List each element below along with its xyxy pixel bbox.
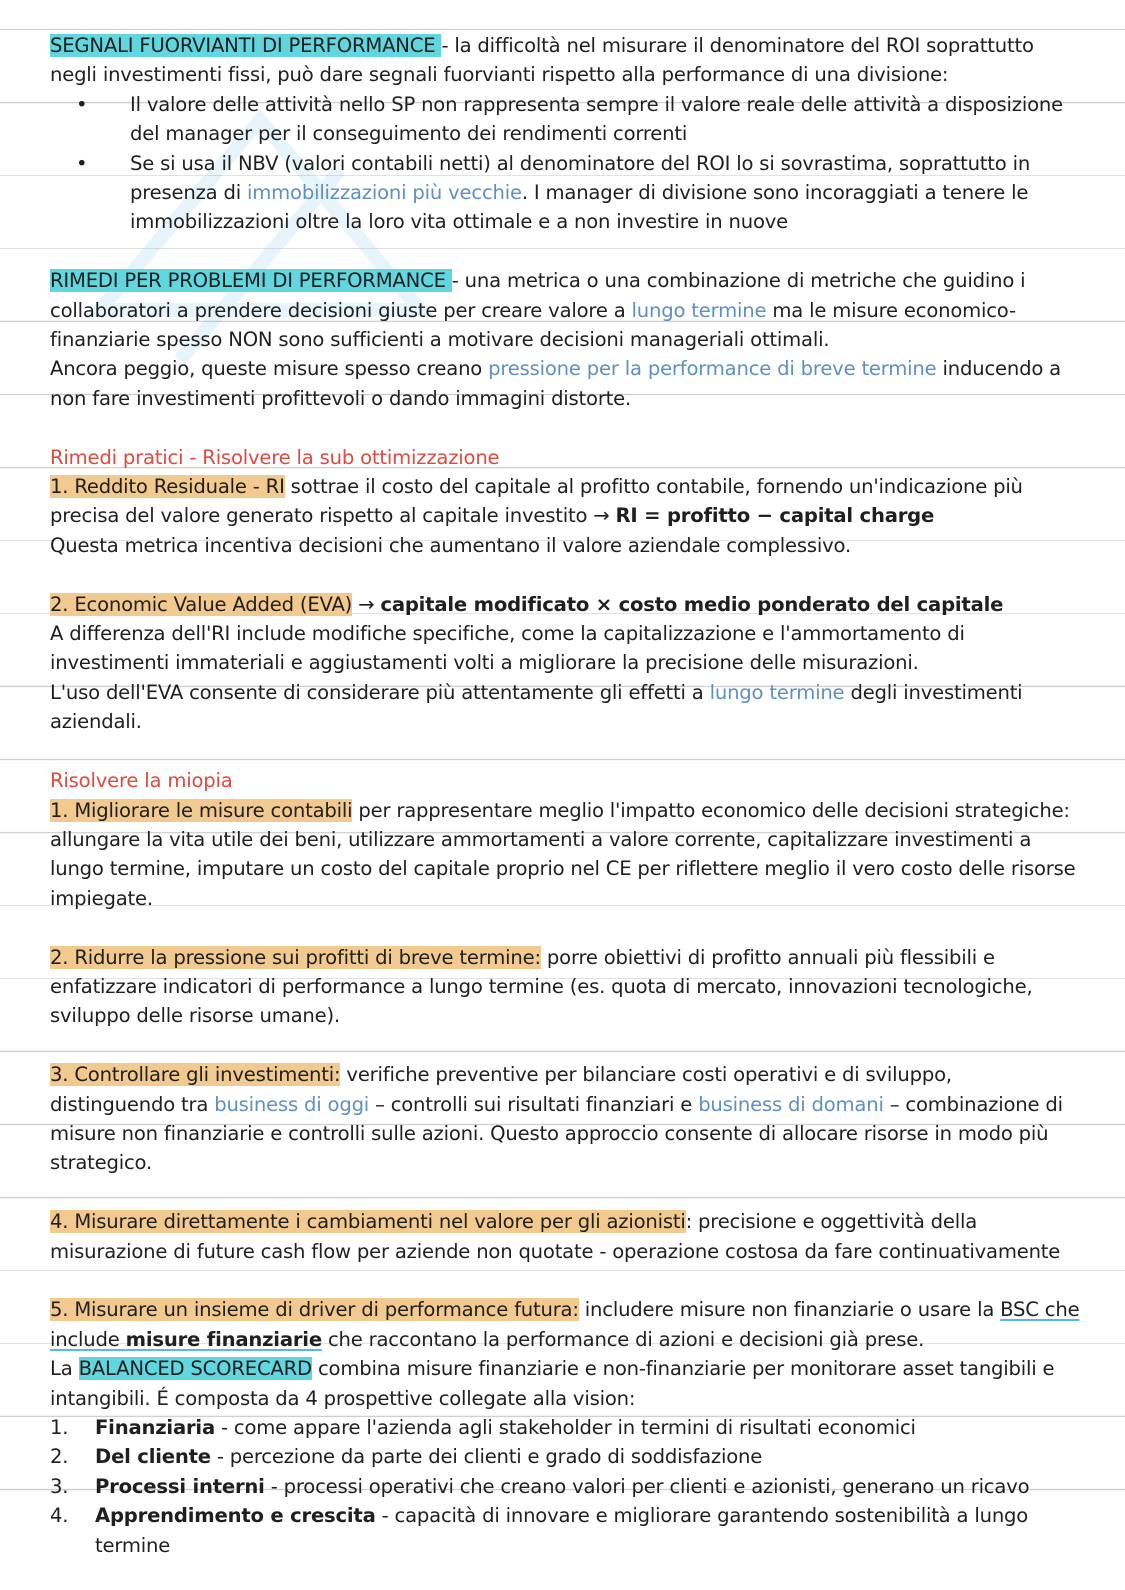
- bullet-item: • Se si usa il NBV (valori contabili netti) al denominatore del ROI lo si sovrastima, soprattutto in presenza di immobilizzazioni più vecchie. I manager di divisione sono incoraggiati a tenere le immobilizzazioni oltre la loro vita ottimale e a non investire in nuove: [50, 149, 1080, 237]
- item-title-accounting: 1. Migliorare le misure contabili: [50, 798, 353, 822]
- term-balanced-scorecard: BALANCED SCORECARD: [78, 1357, 312, 1381]
- blue-term: pressione per la performance di breve termine: [488, 357, 937, 381]
- paragraph-remedies-2: Ancora peggio, queste misure spesso creano pressione per la performance di breve termine inducendo a non fare investimenti profittevoli o dando immagini distorte.: [50, 357, 1061, 410]
- paragraph-shareholder-value: 4. Misurare direttamente i cambiamenti nel valore per gli azionisti: precisione e oggettività della misurazione di future cash flow per aziende non quotate - operazione costosa da fare continuativamente: [50, 1210, 1061, 1263]
- subheading-myopia: Risolvere la miopia: [50, 769, 233, 793]
- blue-term: business di domani: [698, 1092, 884, 1116]
- item-title-pressure: 2. Ridurre la pressione sui profitti di breve termine:: [50, 945, 541, 969]
- paragraph-investment-control: 3. Controllare gli investimenti: verifiche preventive per bilanciare costi operativi e di sviluppo, distinguendo tra business di oggi – controlli sui risultati finanziari e business di domani – combinazione di misure non finanziarie e controlli sulle azioni. Questo approccio consente di allocare risorse in modo più strategico.: [50, 1063, 1063, 1175]
- section-title-remedies: RIMEDI PER PROBLEMI DI PERFORMANCE: [50, 269, 452, 293]
- subheading-practical-remedies: Rimedi pratici - Risolvere la sub ottimizzazione: [50, 445, 500, 469]
- paragraph-eva-long-term: L'uso dell'EVA consente di considerare più attentamente gli effetti a lungo termine degli investimenti aziendali.: [50, 680, 1023, 734]
- blue-term: immobilizzazioni più vecchie: [247, 181, 522, 205]
- paragraph-remedies: RIMEDI PER PROBLEMI DI PERFORMANCE - una metrica o una combinazione di metriche che guidino i collaboratori a prendere decisioni giuste per creare valore a lungo termine ma le misure economico-finanziarie spesso NON sono sufficienti a motivare decisioni manageriali ottimali.: [50, 269, 1026, 352]
- item-title-eva: 2. Economic Value Added (EVA): [50, 592, 353, 616]
- item-title-investments: 3. Controllare gli investimenti:: [50, 1063, 341, 1087]
- paragraph-performance-drivers: 5. Misurare un insieme di driver di performance futura: includere misure non finanziarie o usare la BSC che include misure finanziarie che raccontano la performance di azioni e decisioni già prese.: [50, 1298, 1080, 1351]
- blue-term: lungo termine: [709, 680, 845, 704]
- formula-ri: RI = profitto − capital charge: [615, 504, 935, 528]
- item-title-shareholder: 4. Misurare direttamente i cambiamenti nel valore per gli azionisti: [50, 1210, 686, 1234]
- blue-term: business di oggi: [214, 1092, 370, 1116]
- paragraph-residual-income: 1. Reddito Residuale - RI sottrae il costo del capitale al profitto contabile, fornendo un'indicazione più precisa del valore generato rispetto al capitale investito → RI = profitto − capital charge: [50, 475, 1023, 528]
- paragraph-ri-note: Questa metrica incentiva decisioni che aumentano il valore aziendale complessivo.: [50, 533, 851, 557]
- term-bsc: BSC: [1000, 1298, 1039, 1322]
- section-title-misleading-signals: SEGNALI FUORVIANTI DI PERFORMANCE: [50, 34, 442, 57]
- item-title-drivers: 5. Misurare un insieme di driver di performance futura:: [50, 1298, 579, 1322]
- list-item: 3. Processi interni - processi operativi che creano valori per clienti e azionisti, generano un ricavo: [50, 1474, 1030, 1498]
- paragraph-misleading-signals: SEGNALI FUORVIANTI DI PERFORMANCE - la difficoltà nel misurare il denominatore del ROI soprattutto negli investimenti fissi, può dare segnali fuorvianti rispetto alla performance di una divisione:: [50, 34, 1034, 87]
- bullet-item: • Il valore delle attività nello SP non rappresenta sempre il valore reale delle attività a disposizione del manager per il conseguimento dei rendimenti correnti: [50, 90, 1080, 149]
- bullet-icon: •: [76, 151, 88, 175]
- paragraph-short-term-pressure: 2. Ridurre la pressione sui profitti di breve termine: porre obiettivi di profitto annuali più flessibili e enfatizzare indicatori di performance a lungo termine (es. quota di mercato, innovazioni tecnologiche, sviluppo delle risorse umane).: [50, 945, 1033, 1028]
- list-item: 4. Apprendimento e crescita - capacità di innovare e migliorare garantendo sostenibilità a lungo termine: [50, 1504, 1029, 1557]
- term-financial-measures: misure finanziarie: [125, 1327, 322, 1351]
- list-item: 2. Del cliente - percezione da parte dei clienti e grado di soddisfazione: [50, 1445, 763, 1469]
- bullet-icon: •: [76, 92, 88, 116]
- paragraph-eva-detail: A differenza dell'RI include modifiche specifiche, come la capitalizzazione e l'ammortamento di investimenti immateriali e aggiustamenti volti a migliorare la precisione delle misurazioni.: [50, 622, 965, 675]
- formula-eva: capitale modificato × costo medio ponderato del capitale: [380, 592, 1004, 616]
- paragraph-eva: 2. Economic Value Added (EVA) → capitale modificato × costo medio ponderato del capitale: [50, 592, 1004, 616]
- item-title-ri: 1. Reddito Residuale - RI: [50, 475, 285, 499]
- paragraph-accounting-measures: 1. Migliorare le misure contabili per rappresentare meglio l'impatto economico delle decisioni strategiche: allungare la vita utile dei beni, utilizzare ammortamenti a valore corrente, capitalizzare investimenti a lungo termine, imputare un costo del capitale proprio nel CE per riflettere meglio il vero costo delle risorse impiegate.: [50, 798, 1076, 910]
- paragraph-balanced-scorecard: La BALANCED SCORECARD combina misure finanziarie e non-finanziarie per monitorare asset tangibili e intangibili. É composta da 4 prospettive collegate alla vision:: [50, 1357, 1055, 1410]
- blue-term: lungo termine: [631, 298, 767, 322]
- document-body: [50, 31, 1080, 1560]
- list-item: 1. Finanziaria - come appare l'azienda agli stakeholder in termini di risultati economici: [50, 1415, 916, 1439]
